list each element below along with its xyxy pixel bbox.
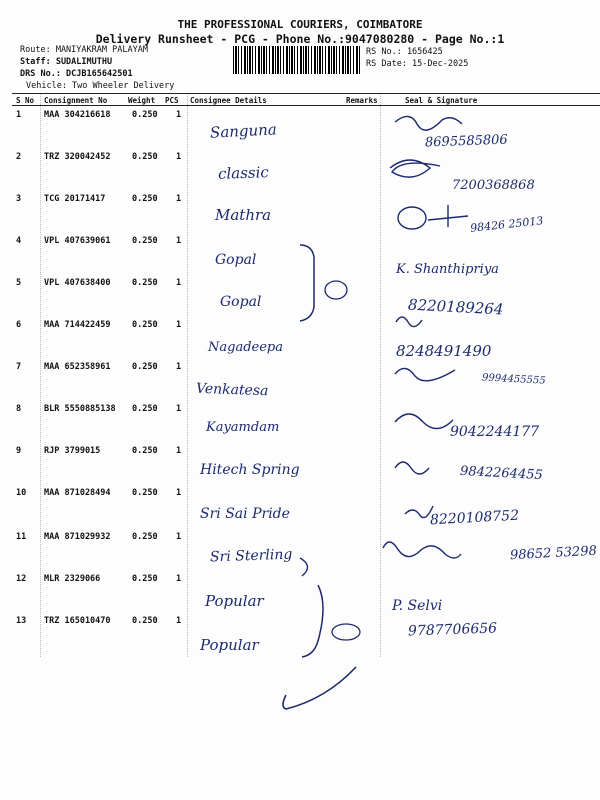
row-sno: 8 [16,404,22,414]
row-pcs: 1 [176,488,182,498]
handwritten-consignee: Venkatesa [195,380,269,400]
handwritten-consignee: Nagadeepa [208,340,283,355]
row-consignment: MLR 2329066 [44,574,101,584]
bracket-loop [332,624,360,640]
signature-scribble [405,506,433,518]
signature-scribble [390,160,440,177]
row-pcs: 1 [176,110,182,120]
signature-scribble [395,116,462,130]
handwritten-consignee: Sri Sterling [209,546,293,566]
row-weight: 0.250 [132,616,158,626]
company-title: THE PROFESSIONAL COURIERS, COIMBATORE [177,18,423,31]
row-sno: 2 [16,152,22,162]
row-sno: 3 [16,194,22,204]
row-sno: 1 [16,110,22,120]
handwritten-signature: 98652 53298 [509,543,598,564]
drs-text: DRS No.: DCJB165642501 [20,69,133,79]
row-pcs: 1 [176,278,182,288]
rs-number: RS No.: 1656425 [366,47,443,57]
row-weight: 0.250 [132,110,158,120]
row-weight: 0.250 [132,194,158,204]
row-weight: 0.250 [132,488,158,498]
handwritten-consignee: Sri Sai Pride [200,506,290,522]
col-pcs: PCS [165,96,179,105]
row-sno: 10 [16,488,27,498]
row-consignment: TRZ 320042452 [44,152,111,162]
handwritten-consignee: Mathra [215,206,272,224]
route-text: Route: MANIYAKRAM PALAYAM [20,45,148,55]
row-pcs: 1 [176,404,182,414]
col-consignee: Consignee Details [190,96,267,105]
row-pcs: 1 [176,616,182,626]
row-consignment: TCG 20171417 [44,194,106,204]
col-remarks: Remarks [346,96,378,105]
row-sno: 5 [16,278,22,288]
row-consignment: MAA 871029932 [44,532,111,542]
row-weight: 0.250 [132,236,158,246]
row-sno: 11 [16,532,27,542]
row-sno: 6 [16,320,22,330]
signature-scribble [395,368,455,380]
handwritten-signature: 9994455555 [481,372,546,387]
row-sno: 9 [16,446,22,456]
handwritten-consignee: Kayamdam [206,420,280,435]
col-seal: Seal & Signature [405,96,478,105]
handwritten-signature: P. Selvi [392,598,443,614]
row-weight: 0.250 [132,278,158,288]
col-sno: S No [16,96,35,105]
vehicle-text: Vehicle: Two Wheeler Delivery [26,81,175,91]
runsheet-subtitle: Delivery Runsheet - PCG - Phone No.:9047080280 - Page No.:1 [95,32,505,46]
row-sno: 7 [16,362,22,372]
row-consignment: BLR 5550885138 [44,404,116,414]
handwritten-signature: 8248491490 [396,342,492,360]
signature-scribble [396,317,422,327]
handwritten-consignee: Hitech Spring [200,462,300,478]
handwritten-signature: 8220189264 [407,295,504,319]
handwritten-signature: 98426 25013 [469,214,544,235]
col-consignment: Consignment No [44,96,108,105]
rs-date: RS Date: 15-Dec-2025 [366,59,469,69]
row-pcs: 1 [176,152,182,162]
handwritten-signature: 9042244177 [450,424,540,440]
row-sno: 4 [16,236,22,246]
handwritten-signature: 7200368868 [452,178,535,193]
row-consignment: VPL 407638400 [44,278,111,288]
row-consignment: VPL 407639061 [44,236,111,246]
row-consignment: TRZ 165010470 [44,616,111,626]
handwritten-signature: K. Shanthipriya [396,262,499,277]
row-pcs: 1 [176,446,182,456]
signature-scribble [428,205,468,227]
row-pcs: 1 [176,574,182,584]
row-weight: 0.250 [132,404,158,414]
handwritten-signature: 9842264455 [459,463,544,484]
bracket-loop [325,281,347,299]
row-pcs: 1 [176,194,182,204]
col-weight: Weight [128,96,156,105]
row-weight: 0.250 [132,362,158,372]
row-weight: 0.250 [132,574,158,584]
tick-mark [283,667,356,709]
row-consignment: MAA 871028494 [44,488,111,498]
handwritten-consignee: Gopal [220,294,262,310]
row-consignment: MAA 714422459 [44,320,111,330]
row-consignment: RJP 3799015 [44,446,101,456]
row-pcs: 1 [176,320,182,330]
bracket [302,585,323,657]
row-consignment: MAA 304216618 [44,110,111,120]
row-weight: 0.250 [132,446,158,456]
handwritten-signature: 8220108752 [429,507,520,529]
row-weight: 0.250 [132,320,158,330]
handwritten-consignee: classic [217,163,270,183]
row-consignment: MAA 652358961 [44,362,111,372]
handwritten-consignee: Gopal [215,252,257,268]
row-weight: 0.250 [132,152,158,162]
bracket [300,245,314,321]
signature-loop [398,207,426,229]
row-pcs: 1 [176,362,182,372]
signature-scribble [383,542,461,558]
row-sno: 13 [16,616,27,626]
handwritten-consignee: Sanguna [209,120,278,142]
row-pcs: 1 [176,236,182,246]
handwritten-consignee: Popular [200,636,259,654]
handwritten-signature: 8695585806 [424,132,508,151]
bracket [300,558,308,576]
row-pcs: 1 [176,532,182,542]
signature-scribble [395,414,453,429]
handwritten-consignee: Popular [205,592,264,610]
row-sno: 12 [16,574,27,584]
row-weight: 0.250 [132,532,158,542]
handwritten-signature: 9787706656 [407,620,498,640]
signature-scribble [395,462,429,474]
staff-text: Staff: SUDALIMUTHU [20,57,113,67]
